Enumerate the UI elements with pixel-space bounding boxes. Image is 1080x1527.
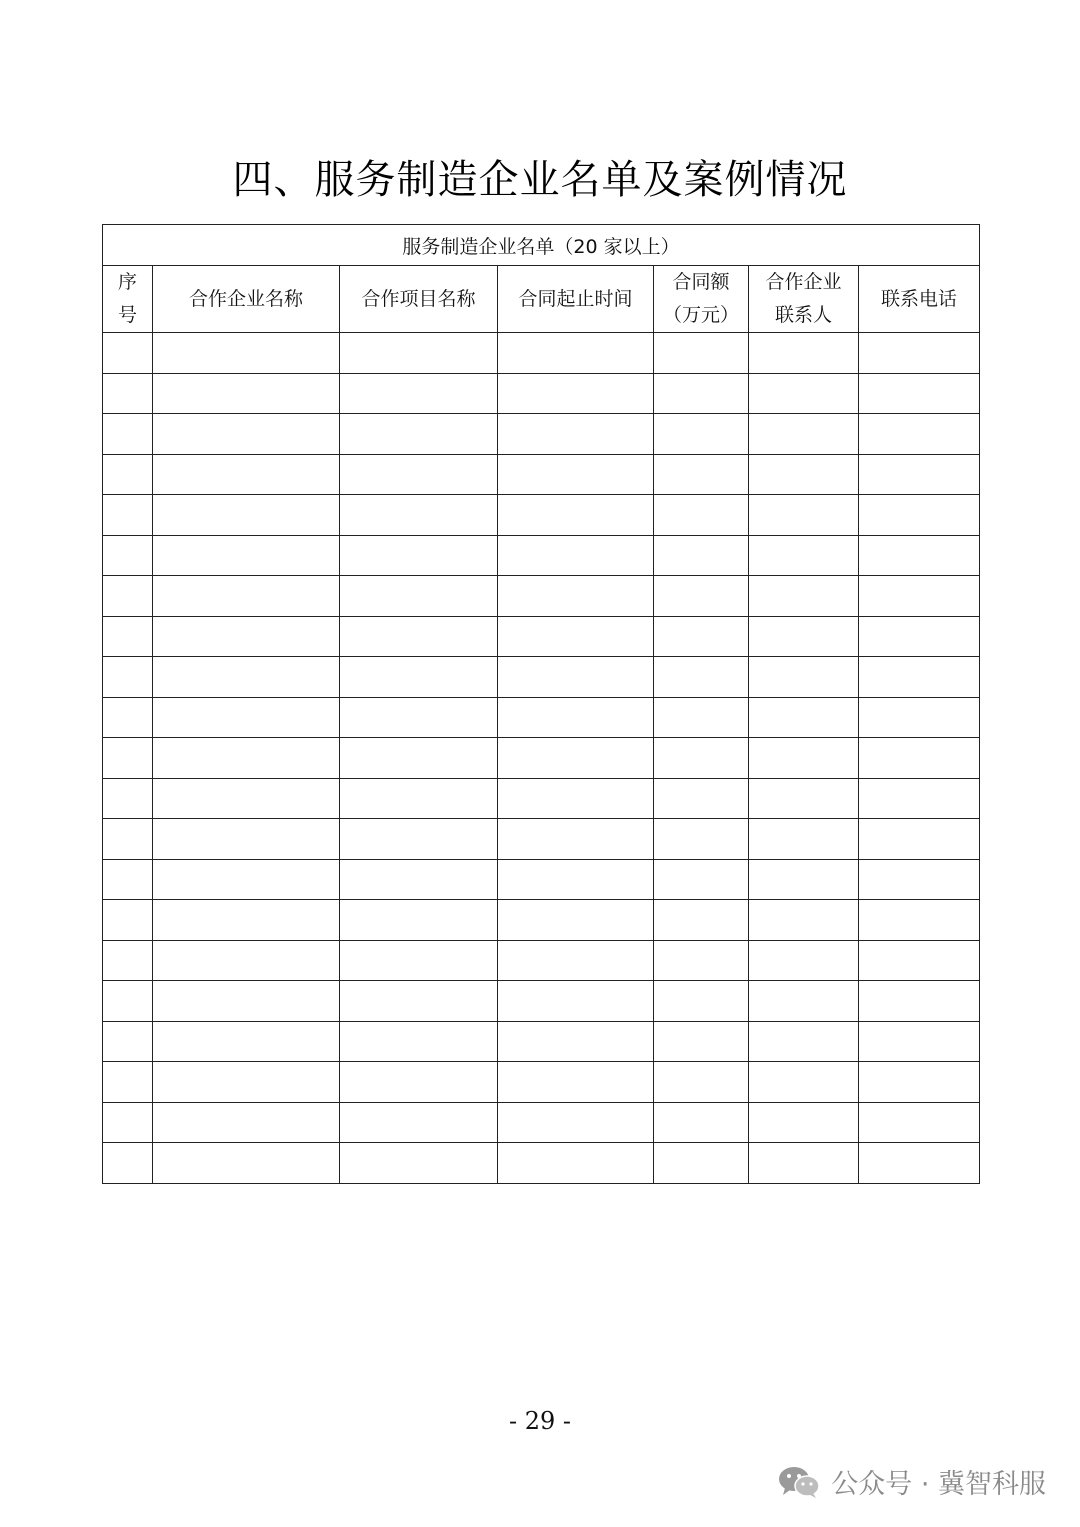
table-cell	[103, 333, 153, 374]
table-cell	[103, 535, 153, 576]
column-header	[153, 266, 340, 333]
column-header-label: 合作企业名称	[188, 287, 303, 310]
table-cell	[153, 1102, 340, 1143]
table-row	[103, 454, 980, 495]
column-header	[340, 266, 498, 333]
table-row	[103, 535, 980, 576]
column-header	[749, 266, 859, 333]
table-row	[103, 495, 980, 536]
table-cell	[103, 859, 153, 900]
table-cell	[749, 778, 859, 819]
table-cell	[498, 1062, 654, 1103]
table-cell	[153, 414, 340, 455]
table-cell	[859, 819, 980, 860]
enterprise-list-table	[102, 224, 980, 1184]
table-cell	[498, 1102, 654, 1143]
table-cell	[654, 940, 749, 981]
table-cell	[153, 859, 340, 900]
table-cell	[340, 1143, 498, 1184]
table-row	[103, 697, 980, 738]
column-header-label: 号	[117, 304, 137, 326]
table-cell	[749, 657, 859, 698]
table-cell	[859, 576, 980, 617]
table-row	[103, 981, 980, 1022]
table-cell	[153, 454, 340, 495]
table-cell	[654, 1102, 749, 1143]
column-header-label: 合同起止时间	[518, 287, 633, 310]
table-cell	[749, 738, 859, 779]
table-row	[103, 819, 980, 860]
table-cell	[859, 940, 980, 981]
table-cell	[498, 940, 654, 981]
table-cell	[153, 1062, 340, 1103]
table-cell	[103, 981, 153, 1022]
table-cell	[103, 454, 153, 495]
table-cell	[153, 657, 340, 698]
column-header-label: 联系电话	[881, 287, 958, 310]
watermark-text: 公众号 · 冀智科服	[831, 1469, 1046, 1500]
table-row	[103, 576, 980, 617]
table-cell	[103, 1143, 153, 1184]
table-row	[103, 373, 980, 414]
table-cell	[498, 333, 654, 374]
table-cell	[103, 1021, 153, 1062]
table-cell	[749, 454, 859, 495]
table-cell	[153, 576, 340, 617]
table-cell	[749, 1143, 859, 1184]
page-title: 四、服务制造企业名单及案例情况	[232, 157, 848, 203]
table-cell	[749, 697, 859, 738]
table-cell	[654, 414, 749, 455]
table-cell	[654, 1062, 749, 1103]
table-row	[103, 859, 980, 900]
table-cell	[749, 859, 859, 900]
table-cell	[498, 1021, 654, 1062]
table-cell	[498, 657, 654, 698]
table-cell	[340, 981, 498, 1022]
table-cell	[103, 657, 153, 698]
column-header	[103, 266, 153, 333]
table-cell	[749, 576, 859, 617]
table-cell	[498, 1143, 654, 1184]
table-cell	[153, 333, 340, 374]
table-cell	[749, 1102, 859, 1143]
table-cell	[654, 778, 749, 819]
table-cell	[749, 616, 859, 657]
table-cell	[340, 819, 498, 860]
table-row	[103, 616, 980, 657]
table-cell	[859, 900, 980, 941]
table-cell	[340, 900, 498, 941]
table-cell	[103, 414, 153, 455]
table-cell	[340, 1021, 498, 1062]
table-cell	[153, 738, 340, 779]
table-cell	[103, 778, 153, 819]
table-cell	[340, 1062, 498, 1103]
table-cell	[859, 414, 980, 455]
table-cell	[103, 576, 153, 617]
table-cell	[340, 778, 498, 819]
table-cell	[859, 1102, 980, 1143]
table-cell	[340, 738, 498, 779]
table-cell	[153, 981, 340, 1022]
watermark	[777, 1462, 1046, 1501]
table-row	[103, 738, 980, 779]
table-row	[103, 1062, 980, 1103]
table-row	[103, 657, 980, 698]
table-cell	[859, 1062, 980, 1103]
table-cell	[859, 454, 980, 495]
table-cell	[340, 1102, 498, 1143]
table-cell	[859, 981, 980, 1022]
table-cell	[749, 535, 859, 576]
table-cell	[654, 454, 749, 495]
table-cell	[654, 900, 749, 941]
table-cell	[103, 1062, 153, 1103]
table-cell	[103, 373, 153, 414]
column-header	[654, 266, 749, 333]
table-cell	[498, 454, 654, 495]
table-cell	[498, 373, 654, 414]
column-header-label: 序	[117, 271, 137, 293]
table-cell	[498, 819, 654, 860]
table-cell	[859, 738, 980, 779]
table-cell	[340, 373, 498, 414]
table-cell	[859, 697, 980, 738]
table-cell	[340, 657, 498, 698]
table-cell	[103, 697, 153, 738]
table-cell	[654, 333, 749, 374]
table-row	[103, 1102, 980, 1143]
table-cell	[859, 495, 980, 536]
table-cell	[340, 697, 498, 738]
table-cell	[340, 576, 498, 617]
table-row	[103, 1143, 980, 1184]
table-cell	[340, 535, 498, 576]
table-cell	[859, 1143, 980, 1184]
table-cell	[103, 900, 153, 941]
table-cell	[859, 778, 980, 819]
table-cell	[749, 940, 859, 981]
table-cell	[153, 900, 340, 941]
column-header-label: 合作项目名称	[361, 287, 476, 310]
table-header-row	[103, 266, 980, 333]
column-header-label: 合作企业	[765, 271, 842, 293]
table-cell	[103, 1102, 153, 1143]
table-cell	[859, 616, 980, 657]
table-cell	[654, 576, 749, 617]
table-cell	[340, 495, 498, 536]
table-cell	[103, 738, 153, 779]
table-cell	[103, 616, 153, 657]
table-cell	[749, 414, 859, 455]
table-cell	[749, 495, 859, 536]
table-row	[103, 414, 980, 455]
table-caption: 服务制造企业名单（20 家以上）	[103, 225, 980, 266]
table-cell	[749, 1062, 859, 1103]
table-cell	[340, 940, 498, 981]
table-cell	[103, 819, 153, 860]
column-header-label: 联系人	[774, 304, 832, 326]
table-cell	[340, 454, 498, 495]
table-cell	[153, 535, 340, 576]
table-cell	[340, 333, 498, 374]
table-cell	[498, 778, 654, 819]
table-cell	[498, 900, 654, 941]
table-cell	[654, 535, 749, 576]
table-cell	[153, 697, 340, 738]
table-cell	[859, 333, 980, 374]
table-cell	[749, 373, 859, 414]
table-cell	[654, 1021, 749, 1062]
table-cell	[340, 859, 498, 900]
table-cell	[859, 859, 980, 900]
table-cell	[153, 373, 340, 414]
table-cell	[153, 940, 340, 981]
table-cell	[498, 859, 654, 900]
table-cell	[654, 738, 749, 779]
table-cell	[498, 616, 654, 657]
table-cell	[654, 981, 749, 1022]
table-cell	[749, 819, 859, 860]
table-cell	[654, 495, 749, 536]
table-cell	[749, 900, 859, 941]
table-cell	[749, 1021, 859, 1062]
table-cell	[654, 616, 749, 657]
column-header	[498, 266, 654, 333]
table-cell	[654, 373, 749, 414]
table-cell	[654, 819, 749, 860]
table-cell	[153, 616, 340, 657]
table-cell	[340, 616, 498, 657]
column-header-label: 合同额	[672, 271, 730, 293]
table-cell	[153, 1143, 340, 1184]
table-row	[103, 1021, 980, 1062]
table-cell	[498, 697, 654, 738]
table-row	[103, 333, 980, 374]
table-cell	[498, 535, 654, 576]
table-cell	[498, 981, 654, 1022]
table-cell	[654, 697, 749, 738]
table-cell	[498, 576, 654, 617]
table-cell	[153, 495, 340, 536]
table-cell	[103, 940, 153, 981]
table-cell	[654, 859, 749, 900]
column-header	[859, 266, 980, 333]
table-cell	[498, 495, 654, 536]
table-cell	[859, 657, 980, 698]
table-cell	[859, 535, 980, 576]
table-row	[103, 778, 980, 819]
table-cell	[153, 778, 340, 819]
table-cell	[153, 1021, 340, 1062]
table-cell	[749, 333, 859, 374]
wechat-icon	[777, 1465, 821, 1499]
table-cell	[859, 1021, 980, 1062]
table-cell	[859, 373, 980, 414]
table-row	[103, 940, 980, 981]
table-cell	[654, 1143, 749, 1184]
page-number: - 29 -	[508, 1407, 571, 1435]
table-cell	[153, 819, 340, 860]
table-cell	[749, 981, 859, 1022]
table-cell	[103, 495, 153, 536]
table-cell	[498, 414, 654, 455]
table-cell	[654, 657, 749, 698]
column-header-label: （万元）	[662, 304, 739, 326]
table-cell	[498, 738, 654, 779]
table-cell	[340, 414, 498, 455]
table-row	[103, 900, 980, 941]
